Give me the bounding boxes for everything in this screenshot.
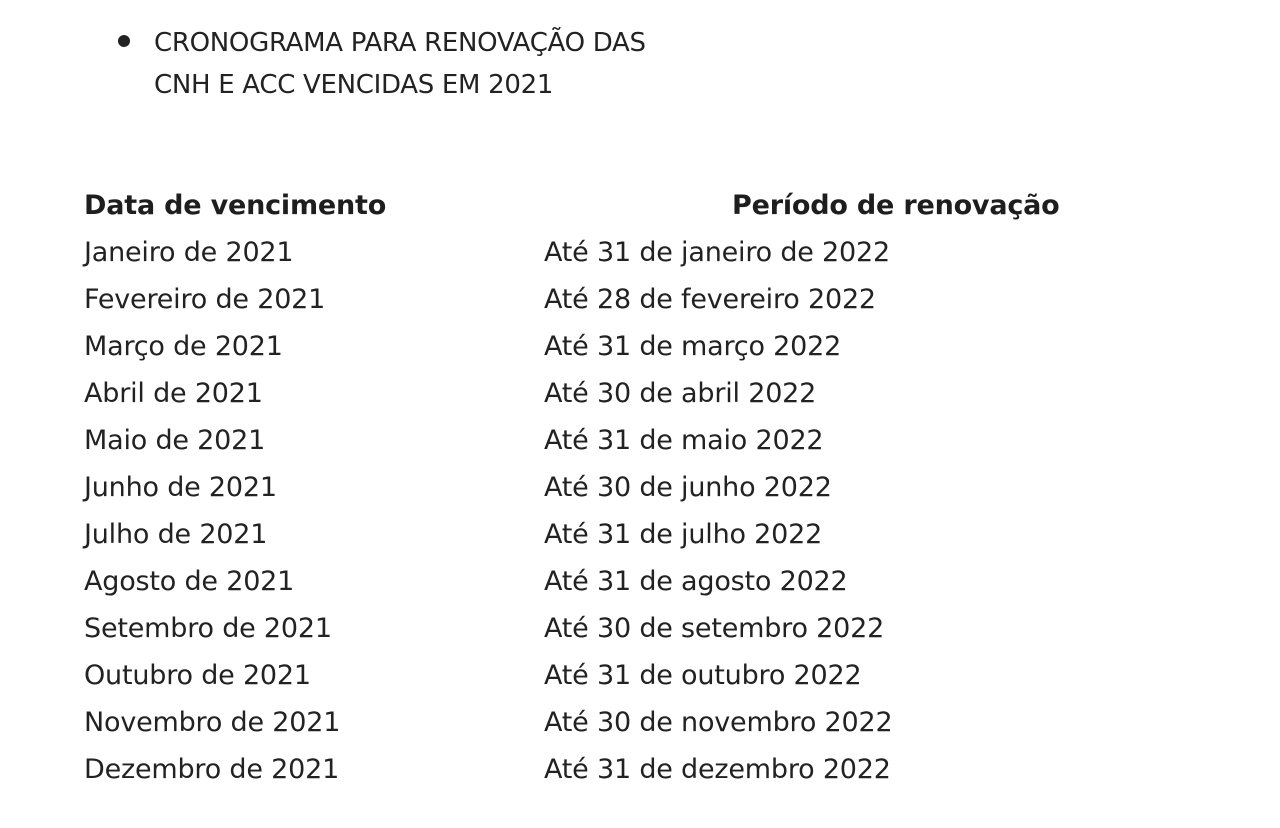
table-row — [84, 323, 1084, 370]
table-row — [84, 652, 1084, 699]
renewal-cell: Até 31 de dezembro 2022 — [544, 754, 891, 785]
table-header — [84, 182, 1084, 229]
renewal-cell: Até 28 de fevereiro 2022 — [544, 284, 876, 315]
due-date-cell: Novembro de 2021 — [84, 707, 341, 738]
due-date-cell: Maio de 2021 — [84, 425, 266, 456]
due-date-cell: Setembro de 2021 — [84, 613, 332, 644]
heading-line-2: CNH E ACC VENCIDAS EM 2021 — [154, 70, 554, 100]
renewal-cell: Até 31 de outubro 2022 — [544, 660, 862, 691]
heading-line-1: CRONOGRAMA PARA RENOVAÇÃO DAS — [154, 28, 646, 58]
renewal-cell: Até 31 de maio 2022 — [544, 425, 824, 456]
header-renewal-period: Período de renovação — [732, 190, 1060, 221]
table-row — [84, 746, 1084, 793]
renewal-cell: Até 30 de junho 2022 — [544, 472, 832, 503]
due-date-cell: Abril de 2021 — [84, 378, 263, 409]
table-row — [84, 464, 1084, 511]
renewal-cell: Até 30 de abril 2022 — [544, 378, 817, 409]
table-row — [84, 229, 1084, 276]
due-date-cell: Julho de 2021 — [84, 519, 268, 550]
table-row — [84, 370, 1084, 417]
table-row — [84, 417, 1084, 464]
renewal-cell: Até 31 de julho 2022 — [544, 519, 823, 550]
renewal-cell: Até 31 de janeiro de 2022 — [544, 237, 890, 268]
table-row — [84, 558, 1084, 605]
renewal-cell: Até 30 de setembro 2022 — [544, 613, 885, 644]
table-row — [84, 276, 1084, 323]
due-date-cell: Junho de 2021 — [84, 472, 277, 503]
table-row — [84, 699, 1084, 746]
renewal-schedule-table — [84, 182, 1084, 793]
due-date-cell: Agosto de 2021 — [84, 566, 295, 597]
heading-text — [154, 22, 646, 106]
renewal-cell: Até 30 de novembro 2022 — [544, 707, 893, 738]
table-row — [84, 605, 1084, 652]
table-row — [84, 511, 1084, 558]
due-date-cell: Fevereiro de 2021 — [84, 284, 326, 315]
due-date-cell: Março de 2021 — [84, 331, 283, 362]
renewal-cell: Até 31 de agosto 2022 — [544, 566, 848, 597]
bullet-icon — [118, 35, 130, 47]
header-due-date: Data de vencimento — [84, 190, 387, 221]
due-date-cell: Dezembro de 2021 — [84, 754, 340, 785]
due-date-cell: Janeiro de 2021 — [84, 237, 294, 268]
renewal-cell: Até 31 de março 2022 — [544, 331, 842, 362]
due-date-cell: Outubro de 2021 — [84, 660, 311, 691]
